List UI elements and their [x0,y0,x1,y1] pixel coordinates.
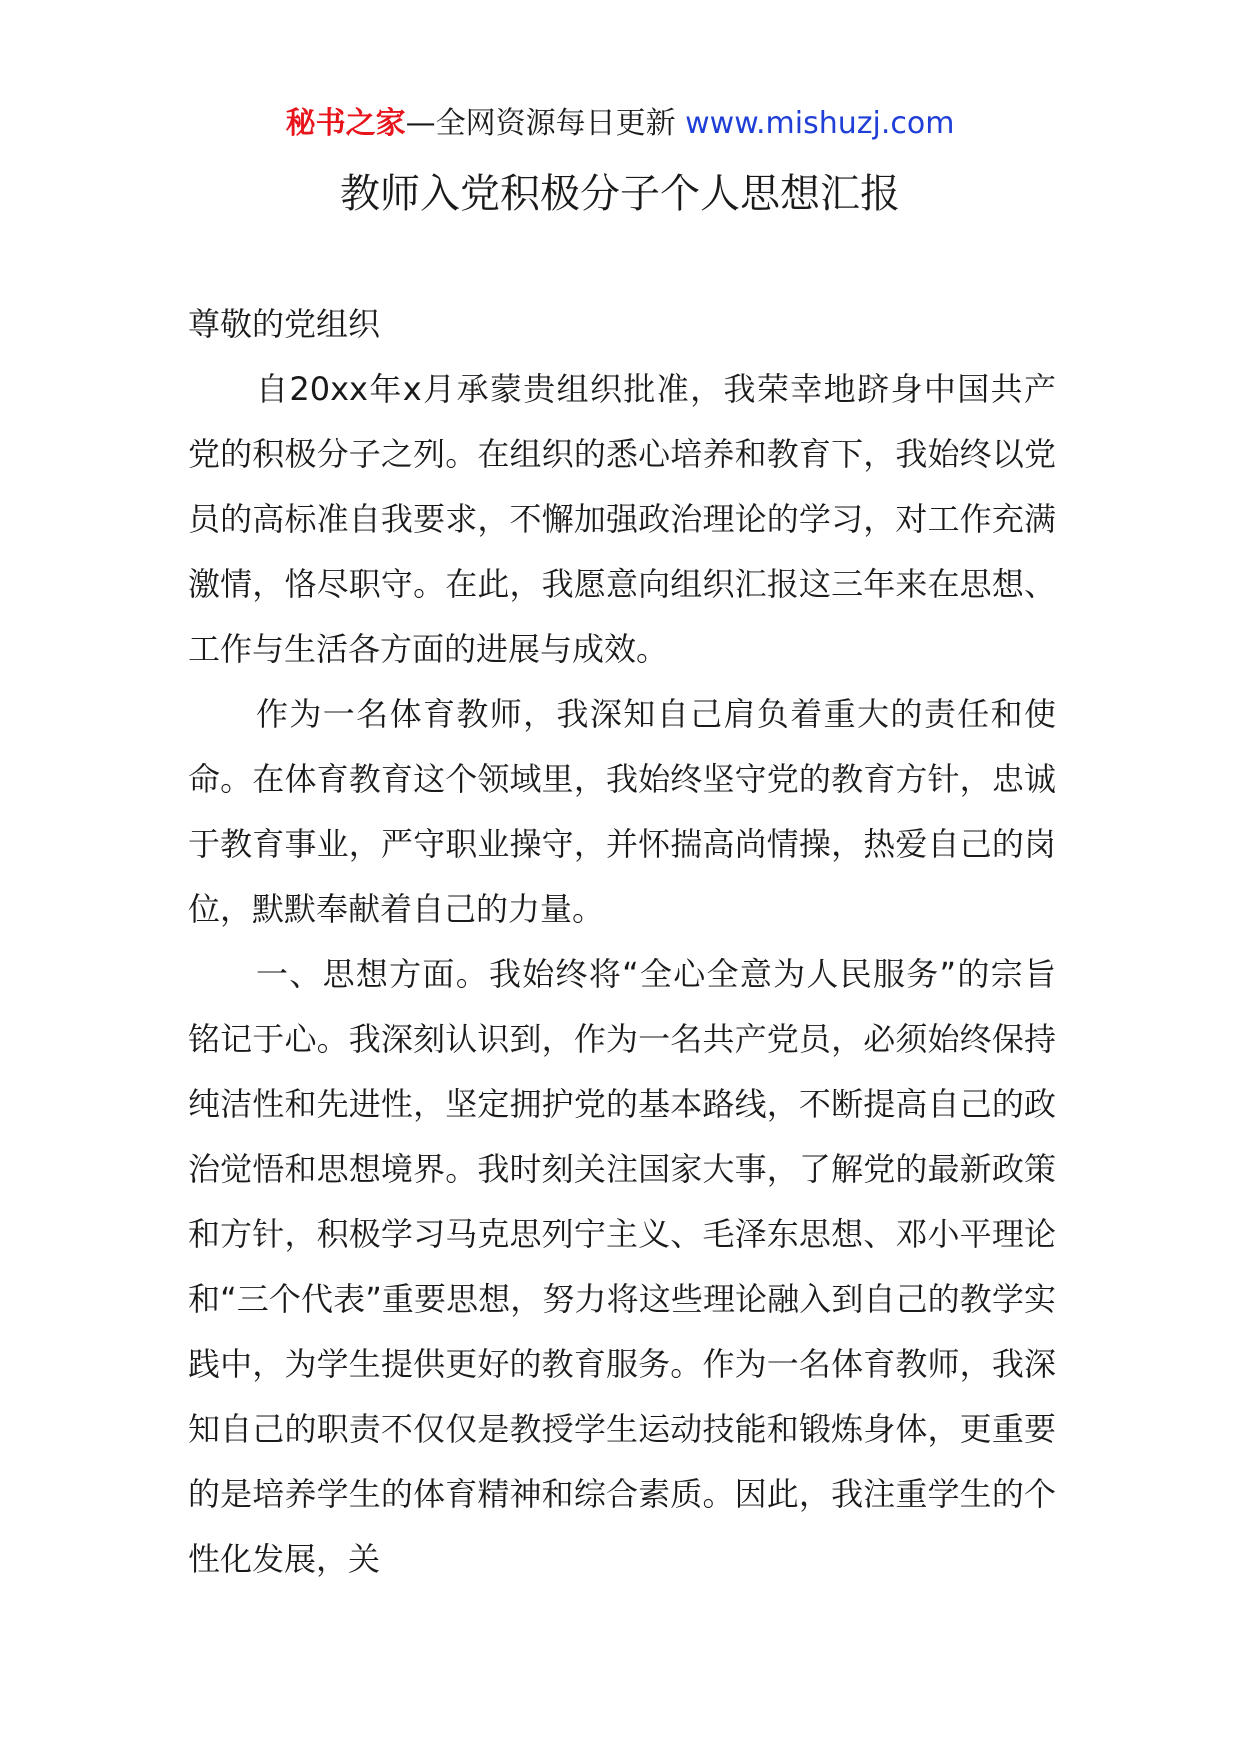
paragraph: 作为一名体育教师，我深知自己肩负着重大的责任和使命。在体育教育这个领域里，我始终坚守党的教育方针，忠诚于教育事业，严守职业操守，并怀揣高尚情操，热爱自己的岗位，默默奉献着自己的力量。 [188,695,1056,928]
brand-name: 秘书之家 [285,106,406,141]
paragraph: 一、思想方面。我始终将“全心全意为人民服务”的宗旨铭记于心。我深刻认识到，作为一名共产党员，必须始终保持纯洁性和先进性，坚定拥护党的基本路线，不断提高自己的政治觉悟和思想境界。我时刻关注国家大事，了解党的最新政策和方针，积极学习马克思列宁主义、毛泽东思想、邓小平理论和“三个代表”重要思想，努力将这些理论融入到自己的教学实践中，为学生提供更好的教育服务。作为一名体育教师，我深知自己的职责不仅仅是教授学生运动技能和锻炼身体，更重要的是培养学生的体育精神和综合素质。因此，我注重学生的个性化发展，关 [188,955,1056,1578]
document-body [188,292,1056,1592]
document-title: 教师入党积极分子个人思想汇报 [340,171,900,217]
paragraph: 自20xx年x月承蒙贵组织批准，我荣幸地跻身中国共产党的积极分子之列。在组织的悉心培养和教育下，我始终以党员的高标准自我要求，不懈加强政治理论的学习，对工作充满激情，恪尽职守。在此，我愿意向组织汇报这三年来在思想、工作与生活各方面的进展与成效。 [188,370,1056,668]
header-tagline: —全网资源每日更新 [405,106,686,141]
salutation: 尊敬的党组织 [188,305,381,343]
site-header [0,102,1240,146]
site-url: www.mishuzj.com [685,106,955,141]
